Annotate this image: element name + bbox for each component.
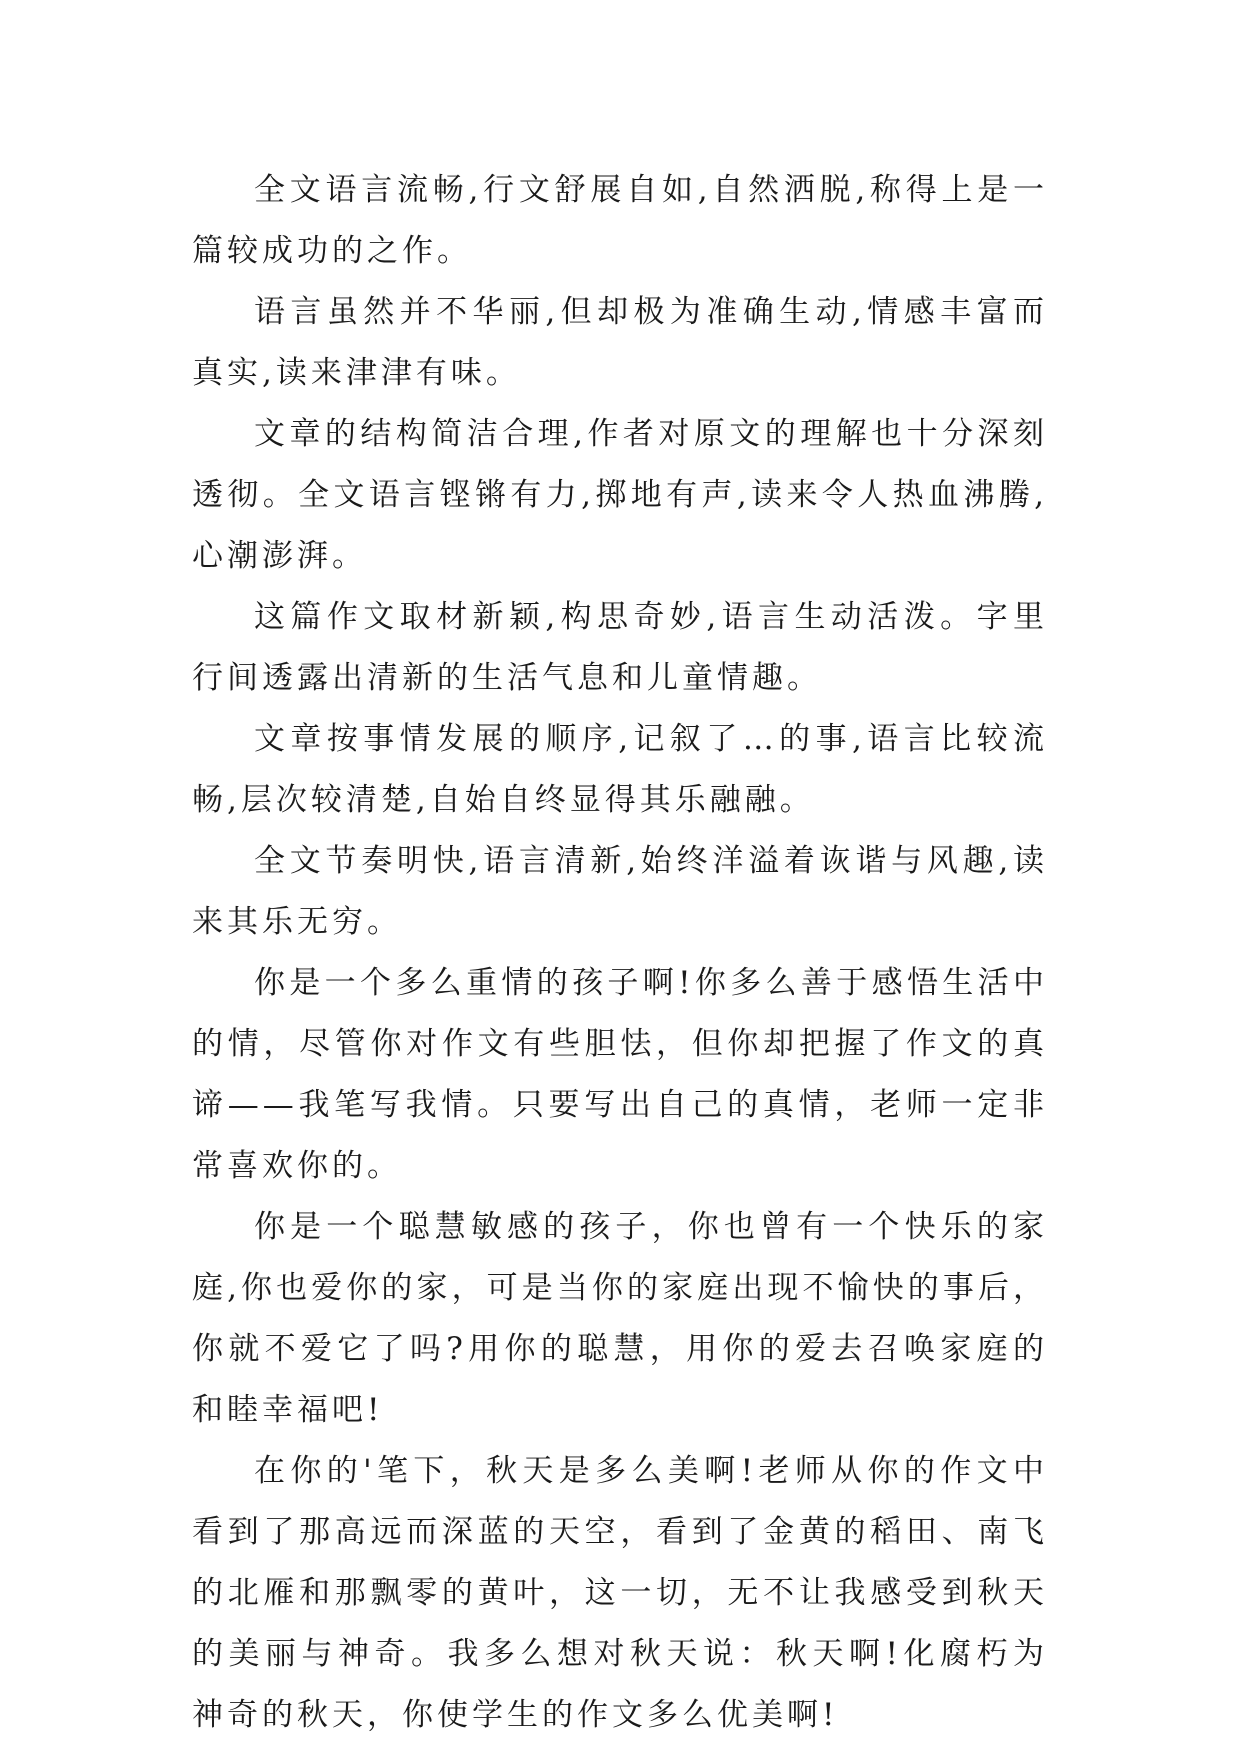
paragraph-9: 在你的'笔下，秋天是多么美啊!老师从你的作文中看到了那高远而深蓝的天空，看到了金黄的稻田、南飞的北雁和那飘零的黄叶，这一切，无不让我感受到秋天的美丽与神奇。我多么想对秋天说：秋天啊!化腐朽为神奇的秋天，你使学生的作文多么优美啊! (192, 1453, 1048, 1733)
paragraph-2: 语言虽然并不华丽,但却极为准确生动,情感丰富而真实,读来津津有味。 (192, 294, 1048, 391)
paragraph-8: 你是一个聪慧敏感的孩子，你也曾有一个快乐的家庭,你也爱你的家，可是当你的家庭出现不愉快的事后，你就不爱它了吗?用你的聪慧，用你的爱去召唤家庭的和睦幸福吧! (192, 1209, 1048, 1428)
document-body (192, 160, 1048, 1746)
paragraph-5: 文章按事情发展的顺序,记叙了…的事,语言比较流畅,层次较清楚,自始自终显得其乐融融。 (192, 721, 1048, 818)
paragraph-4: 这篇作文取材新颖,构思奇妙,语言生动活泼。字里行间透露出清新的生活气息和儿童情趣。 (192, 599, 1048, 696)
paragraph-6: 全文节奏明快,语言清新,始终洋溢着诙谐与风趣,读来其乐无穷。 (192, 843, 1048, 940)
paragraph-3: 文章的结构简洁合理,作者对原文的理解也十分深刻透彻。全文语言铿锵有力,掷地有声,读来令人热血沸腾,心潮澎湃。 (192, 416, 1048, 574)
paragraph-1: 全文语言流畅,行文舒展自如,自然洒脱,称得上是一篇较成功的之作。 (192, 172, 1048, 269)
paragraph-7: 你是一个多么重情的孩子啊!你多么善于感悟生活中的情，尽管你对作文有些胆怯，但你却把握了作文的真谛——我笔写我情。只要写出自己的真情，老师一定非常喜欢你的。 (192, 965, 1048, 1184)
